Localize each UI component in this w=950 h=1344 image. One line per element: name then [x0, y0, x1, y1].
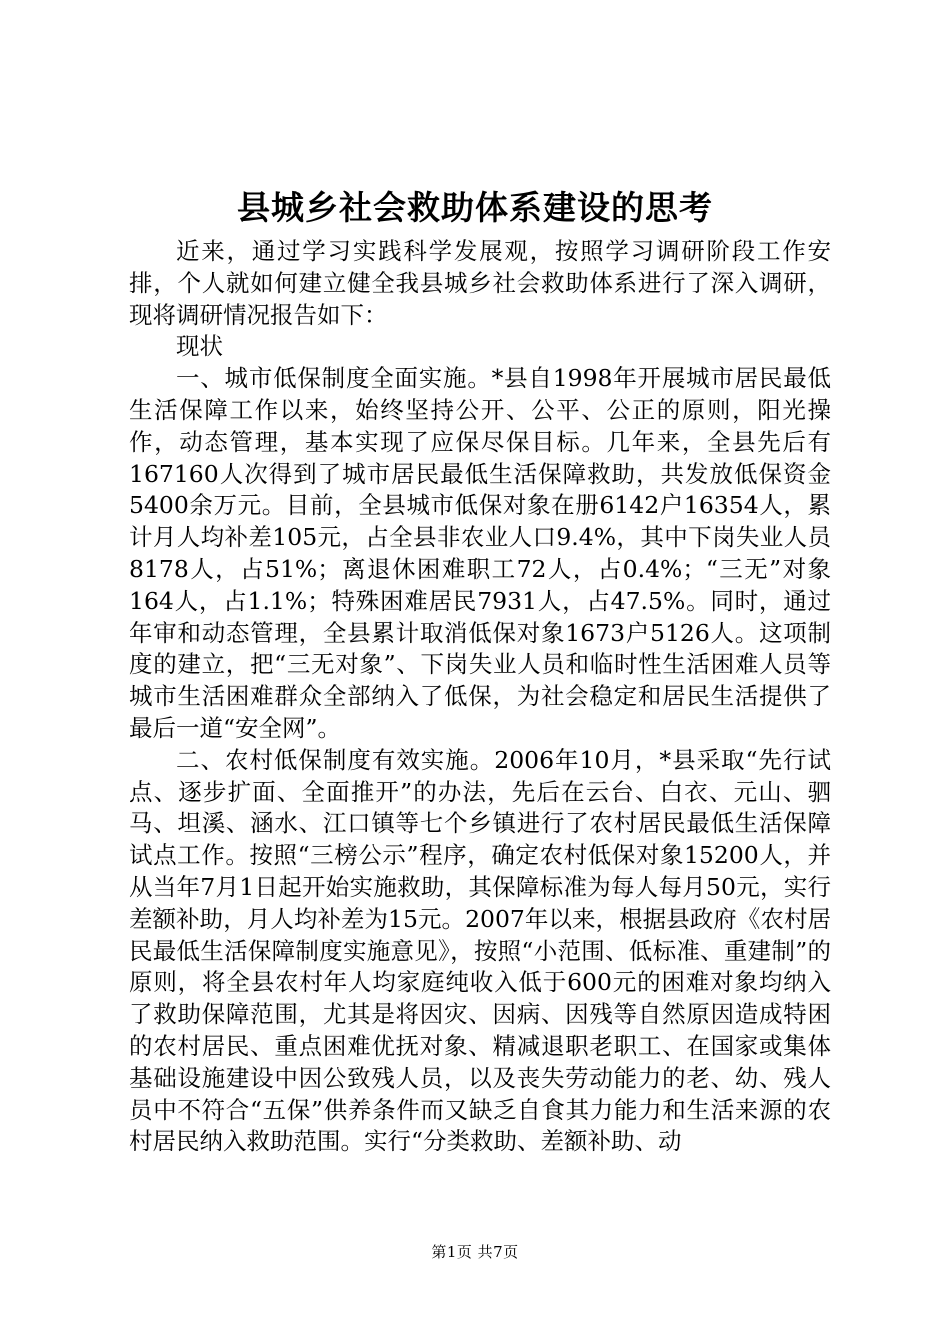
page-footer: 第1页 共7页	[431, 1243, 519, 1261]
document-title: 县城乡社会救助体系建设的思考	[237, 188, 713, 227]
paragraph-urban-subsistence: 一、城市低保制度全面实施。*县自1998年开展城市居民最低生活保障工作以来，始终坚持公开、公平、公正的原则，阳光操作，动态管理，基本实现了应保尽保目标。几年来，全县先后有167160人次得到了城市居民最低生活保障救助，共发放低保资金5400余万元。目前，全县城市低保对象在册6142户16354人，累计月人均补差105元，占全县非农业人口9.4%，其中下岗失业人员8178人，占51%；离退休困难职工72人，占0.4%；“三无”对象164人，占1.1%；特殊困难居民7931人，占47.5%。同时，通过年审和动态管理，全县累计取消低保对象1673户5126人。这项制度的建立，把“三无对象”、下岗失业人员和临时性生活困难人员等城市生活困难群众全部纳入了低保，为社会稳定和居民生活提供了最后一道“安全网”。	[129, 364, 831, 742]
document-body	[129, 236, 831, 1158]
section-heading-status: 现状	[176, 332, 223, 361]
paragraph-rural-subsistence: 二、农村低保制度有效实施。2006年10月，*县采取“先行试点、逐步扩面、全面推开”的办法，先后在云台、白衣、元山、驷马、坦溪、涵水、江口镇等七个乡镇进行了农村居民最低生活保障试点工作。按照“三榜公示”程序，确定农村低保对象15200人，并从当年7月1日起开始实施救助，其保障标准为每人每月50元，实行差额补助，月人均补差为15元。2007年以来，根据县政府《农村居民最低生活保障制度实施意见》，按照“小范围、低标准、重建制”的原则，将全县农村年人均家庭纯收入低于600元的困难对象均纳入了救助保障范围，尤其是将因灾、因病、因残等自然原因造成特困的农村居民、重点困难优抚对象、精减退职老职工、在国家或集体基础设施建设中因公致残人员，以及丧失劳动能力的老、幼、残人员中不符合“五保”供养条件而又缺乏自食其力能力和生活来源的农村居民纳入救助范围。实行“分类救助、差额补助、动	[129, 745, 831, 1156]
paragraph-intro: 近来，通过学习实践科学发展观，按照学习调研阶段工作安排，个人就如何建立健全我县城乡社会救助体系进行了深入调研，现将调研情况报告如下：	[129, 237, 831, 329]
